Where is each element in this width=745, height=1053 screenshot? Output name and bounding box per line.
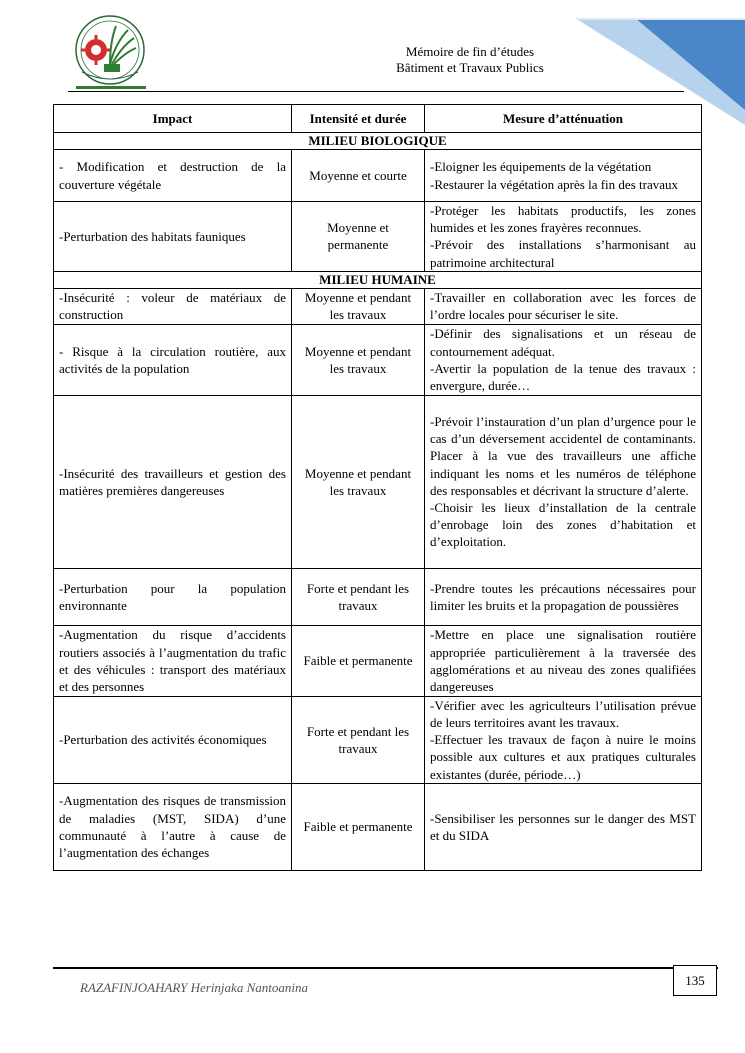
table-row bbox=[54, 150, 702, 202]
school-emblem-icon bbox=[70, 12, 148, 94]
impact-cell: -Augmentation du risque d’accidents routiers associés à l’augmentation du trafic et des véhicules : transport des matériaux et des personnes bbox=[54, 625, 292, 696]
column-header-mesure: Mesure d’atténuation bbox=[425, 105, 702, 133]
mesure-cell bbox=[425, 625, 702, 696]
table-row bbox=[54, 625, 702, 696]
mesure-cell bbox=[425, 202, 702, 272]
mesure-line: -Choisir les lieux d’installation de la centrale d’enrobage loin des zones d’habitation et d’exploitation. bbox=[430, 500, 696, 550]
header-title bbox=[320, 44, 620, 76]
impact-table bbox=[53, 104, 702, 871]
mesure-cell bbox=[425, 288, 702, 324]
intensite-cell: Moyenne et pendant les travaux bbox=[292, 395, 425, 568]
mesure-line: -Travailler en collaboration avec les forces de l’ordre locales pour sécuriser le site. bbox=[430, 290, 696, 323]
mesure-line: -Avertir la population de la tenue des travaux : envergure, durée… bbox=[430, 360, 696, 394]
mesure-line: -Prendre toutes les précautions nécessaires pour limiter les bruits et la propagation de poussières bbox=[430, 580, 696, 613]
mesure-cell bbox=[425, 568, 702, 625]
column-header-intensite: Intensité et durée bbox=[292, 105, 425, 133]
table-row bbox=[54, 568, 702, 625]
intensite-cell: Forte et pendant les travaux bbox=[292, 568, 425, 625]
intensite-cell: Moyenne et pendant les travaux bbox=[292, 288, 425, 324]
intensite-cell: Moyenne et courte bbox=[292, 150, 425, 202]
mesure-cell bbox=[425, 395, 702, 568]
mesure-line: -Mettre en place une signalisation routière appropriée particulièrement à la traversée des agglomérations et au niveau des zones qualifiées dangereuses bbox=[430, 627, 696, 695]
footer-divider bbox=[53, 967, 718, 969]
header-line-1: Mémoire de fin d’études bbox=[405, 44, 535, 59]
table-row bbox=[54, 202, 702, 272]
impact-cell: -Insécurité : voleur de matériaux de construction bbox=[54, 288, 292, 324]
institution-logo bbox=[70, 12, 148, 94]
column-header-impact: Impact bbox=[54, 105, 292, 133]
footer-author: RAZAFINJOAHARY Herinjaka Nantoanina bbox=[80, 980, 308, 995]
table-row bbox=[54, 324, 702, 395]
impact-cell: -Augmentation des risques de transmission de maladies (MST, SIDA) d’une communauté à l’autre à cause de l’augmentation des échanges bbox=[54, 783, 292, 870]
impact-cell: -Insécurité des travailleurs et gestion des matières premières dangereuses bbox=[54, 395, 292, 568]
mesure-line: -Eloigner les équipements de la végétation bbox=[430, 159, 652, 175]
header-line-2: Bâtiment et Travaux Publics bbox=[396, 60, 544, 75]
impact-cell: -Perturbation pour la population environnante bbox=[54, 568, 292, 625]
table-row bbox=[54, 783, 702, 870]
mesure-cell bbox=[425, 324, 702, 395]
section-title-biologique: MILIEU BIOLOGIQUE bbox=[54, 133, 702, 150]
page-number: 135 bbox=[673, 965, 717, 996]
mesure-line: -Prévoir l’instauration d’un plan d’urgence pour le cas d’un déversement accidentel de contaminants. Placer à la vue des travailleurs une affiche indiquant les noms et les numéros de téléphone des responsables et décrivant la structure d’alerte. bbox=[430, 414, 696, 498]
mesure-cell bbox=[425, 783, 702, 870]
mesure-line: -Sensibiliser les personnes sur le danger des MST et du SIDA bbox=[430, 810, 696, 843]
mesure-line: -Prévoir des installations s’harmonisant au patrimoine architectural bbox=[430, 237, 696, 270]
intensite-cell: Faible et permanente bbox=[292, 625, 425, 696]
mesure-line: -Effectuer les travaux de façon à nuire le moins possible aux cultures et aux pratiques culturales existantes (durée, période…) bbox=[430, 732, 696, 782]
mesure-line: -Vérifier avec les agriculteurs l’utilisation prévue de leurs territoires avant les travaux. bbox=[430, 697, 696, 731]
mesure-cell bbox=[425, 696, 702, 783]
table-row bbox=[54, 288, 702, 324]
mesure-line: -Restaurer la végétation après la fin des travaux bbox=[430, 176, 678, 192]
impact-cell: - Risque à la circulation routière, aux activités de la population bbox=[54, 324, 292, 395]
section-row bbox=[54, 133, 702, 150]
mesure-line: -Protéger les habitats productifs, les zones humides et les zones frayères reconnues. bbox=[430, 203, 696, 236]
section-row bbox=[54, 271, 702, 288]
intensite-cell: Moyenne et permanente bbox=[292, 202, 425, 272]
intensite-cell: Moyenne et pendant les travaux bbox=[292, 324, 425, 395]
table-header-row bbox=[54, 105, 702, 133]
section-title-humaine: MILIEU HUMAINE bbox=[54, 271, 702, 288]
intensite-cell: Faible et permanente bbox=[292, 783, 425, 870]
table-row bbox=[54, 696, 702, 783]
mesure-line: -Définir des signalisations et un réseau de contournement adéquat. bbox=[430, 326, 696, 359]
impact-cell: - Modification et destruction de la couverture végétale bbox=[54, 150, 292, 202]
mesure-cell bbox=[425, 150, 702, 202]
header-divider bbox=[68, 91, 684, 92]
intensite-cell: Forte et pendant les travaux bbox=[292, 696, 425, 783]
table-row bbox=[54, 395, 702, 568]
impact-cell: -Perturbation des activités économiques bbox=[54, 696, 292, 783]
impact-cell: -Perturbation des habitats fauniques bbox=[54, 202, 292, 272]
